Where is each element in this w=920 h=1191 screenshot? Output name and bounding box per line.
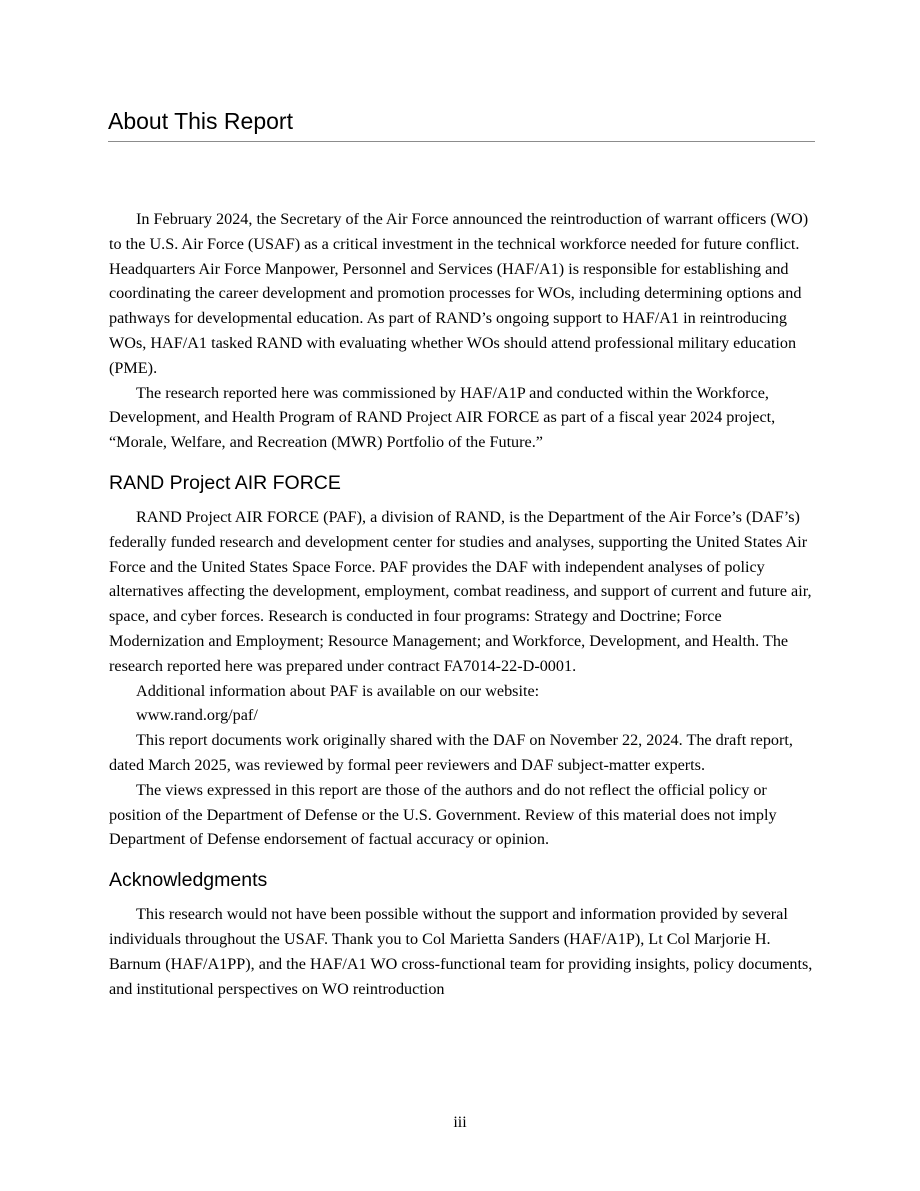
report-body bbox=[109, 207, 815, 1001]
rand-paragraph-website-intro: Additional information about PAF is available on our website: bbox=[136, 681, 540, 700]
page-number: iii bbox=[453, 1114, 467, 1131]
acknowledgments-paragraph: This research would not have been possible without the support and information provided by several individuals throughout the USAF. Thank you to Col Marietta Sanders (HAF/A1P), Lt Col Marjorie H. Barnum (HAF/A1PP), and the HAF/A1 WO cross-functional team for providing insights, policy documents, and institutional perspectives on WO reintroduction bbox=[109, 905, 813, 998]
title-divider bbox=[108, 141, 815, 142]
rand-paragraph-1: RAND Project AIR FORCE (PAF), a division of RAND, is the Department of the Air Force’s (DAF’s) federally funded research and development center for studies and analyses, supporting the United States Air Force and the United States Space Force. PAF provides the DAF with independent analyses of policy alternatives affecting the development, employment, combat readiness, and support of current and future air, space, and cyber forces. Research is conducted in four programs: Strategy and Doctrine; Force Modernization and Employment; Resource Management; and Workforce, Development, and Health. The research reported here was prepared under contract FA7014-22-D-0001. bbox=[109, 507, 812, 675]
section-heading-acknowledgments: Acknowledgments bbox=[109, 869, 268, 892]
section-heading-rand-paf: RAND Project AIR FORCE bbox=[109, 471, 341, 494]
rand-paragraph-disclaimer: The views expressed in this report are those of the authors and do not reflect the official policy or position of the Department of Defense or the U.S. Government. Review of this material does not imply Department of Defense endorsement of factual accuracy or opinion. bbox=[109, 780, 777, 849]
rand-paragraph-shared: This report documents work originally shared with the DAF on November 22, 2024. The draft report, dated March 2025, was reviewed by formal peer reviewers and DAF subject-matter experts. bbox=[109, 731, 793, 774]
intro-paragraph-1: In February 2024, the Secretary of the Air Force announced the reintroduction of warrant officers (WO) to the U.S. Air Force (USAF) as a critical investment in the technical workforce needed for future conflict. Headquarters Air Force Manpower, Personnel and Services (HAF/A1) is responsible for establishing and coordinating the career development and promotion processes for WOs, including determining options and pathways for developmental education. As part of RAND’s ongoing support to HAF/A1 in reintroducing WOs, HAF/A1 tasked RAND with evaluating whether WOs should attend professional military education (PME). bbox=[109, 210, 809, 377]
title-block bbox=[108, 108, 815, 142]
intro-paragraph-2: The research reported here was commissioned by HAF/A1P and conducted within the Workforce, Development, and Health Program of RAND Project AIR FORCE as part of a fiscal year 2024 project, “Morale, Welfare, and Recreation (MWR) Portfolio of the Future.” bbox=[109, 383, 776, 452]
rand-website-link[interactable]: www.rand.org/paf/ bbox=[136, 706, 258, 725]
page-title: About This Report bbox=[108, 108, 293, 134]
